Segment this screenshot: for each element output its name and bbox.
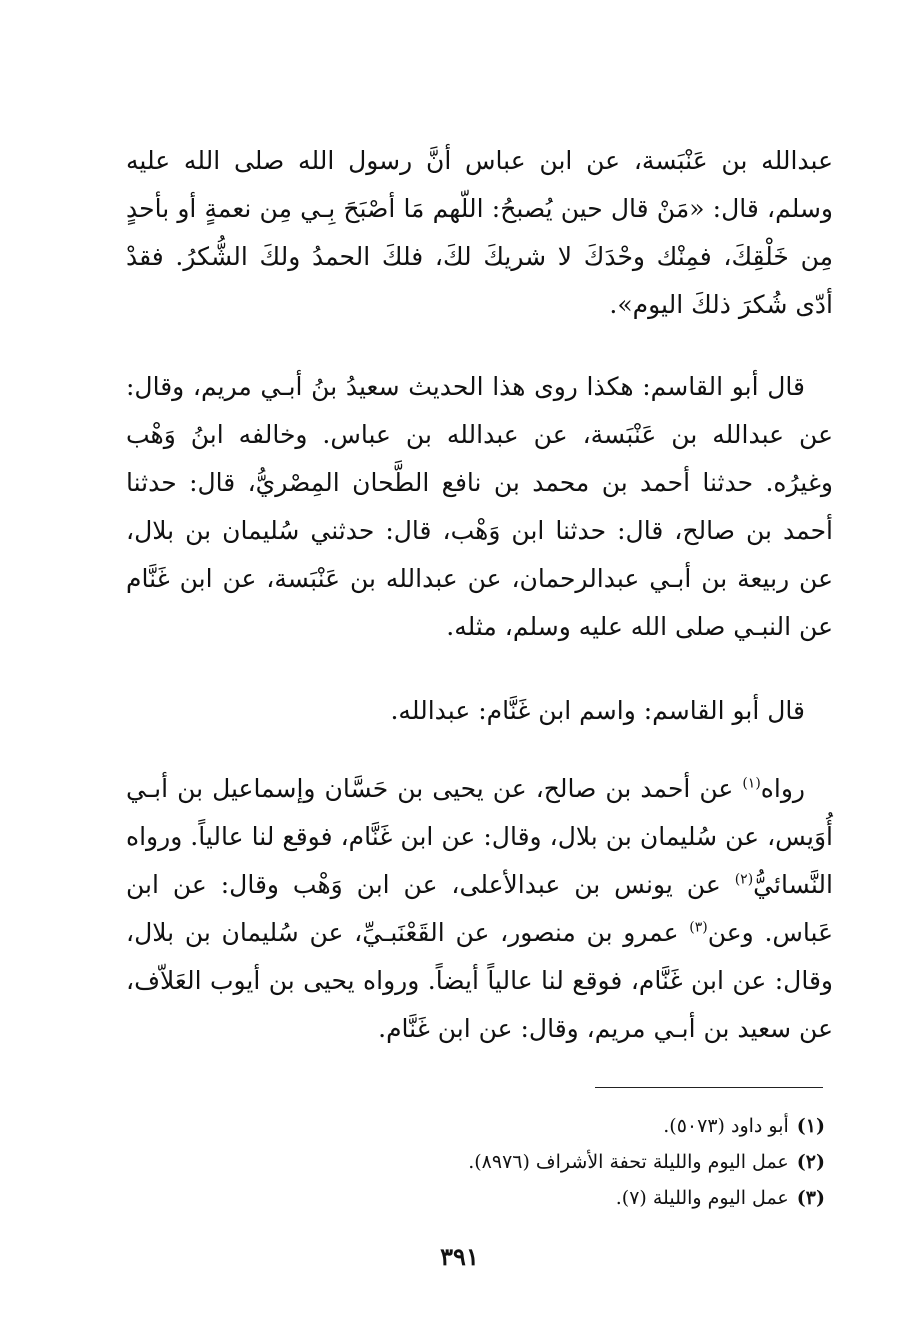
footnote-ref-3: (٣) — [689, 919, 708, 936]
footnote-item — [265, 1108, 825, 1144]
footnote-text: عمل اليوم والليلة (٧). — [615, 1187, 789, 1209]
footnote-item — [265, 1180, 825, 1216]
footnote-ref-2: (٢) — [734, 871, 754, 888]
paragraph-sources — [126, 765, 833, 1053]
footnote-text: عمل اليوم والليلة تحفة الأشراف (٨٩٧٦). — [468, 1151, 789, 1173]
paragraph-segment: رواه — [760, 774, 805, 803]
paragraph-segment: عن أحمد بن صالح، عن يحيى بن حَسَّان وإسماعيل بن أبـي أُوَيس، عن سُليمان بن بلال، وقال: عن ابن غَنَّام، فوقع لنا عالياً. ورواه النَّسائيُّ — [126, 774, 833, 899]
footnote-divider — [595, 1087, 823, 1088]
paragraph-name-note: قال أبو القاسم: واسم ابن غَنَّام: عبدالله. — [390, 696, 805, 725]
footnote-number: (٣) — [796, 1187, 825, 1209]
page-number: ٣٩١ — [440, 1242, 479, 1271]
footnote-ref-1: (١) — [742, 775, 761, 792]
footnote-number: (٢) — [796, 1151, 825, 1173]
paragraph-narration-chain: قال أبو القاسم: هكذا روى هذا الحديث سعيدُ بنُ أبـي مريم، وقال: عن عبدالله بن عَنْبَسة، عن عبدالله بن عباس. وخالفه ابنُ وَهْب وغيرُه. حدثنا أحمد بن محمد بن نافع الطَّحان المِصْريُّ، قال: حدثنا أحمد بن صالح، قال: حدثنا ابن وَهْب، قال: حدثني سُليمان بن بلال، عن ربيعة بن أبـي عبدالرحمان، عن عبدالله بن عَنْبَسة، عن ابن غَنَّام عن النبـي صلى الله عليه وسلم، مثله. — [126, 372, 833, 641]
footnote-item — [265, 1144, 825, 1180]
footnote-text: أبو داود (٥٠٧٣). — [663, 1115, 789, 1137]
footnotes — [265, 1108, 825, 1216]
paragraph-segment: عن يونس بن عبدالأعلى، عن ابن وَهْب وقال: عن ابن عَباس. وعن — [126, 870, 833, 947]
paragraph-segment: عمرو بن منصور، عن القَعْنَبـيِّ، عن سُليمان بن بلال، وقال: عن ابن غَنَّام، فوقع لنا عالياً أيضاً. ورواه يحيى بن أيوب العَلاّف، عن سعيد بن أبـي مريم، وقال: عن ابن غَنَّام. — [126, 918, 833, 1043]
footnote-number: (١) — [796, 1115, 825, 1137]
paragraph-hadith-text: عبدالله بن عَنْبَسة، عن ابن عباس أنَّ رسول الله صلى الله عليه وسلم، قال: «مَنْ قال حين يُصبحُ: اللّهم مَا أصْبَحَ بِـي مِن نعمةٍ أو بأحدٍ مِن خَلْقِكَ، فمِنْك وحْدَكَ لا شريكَ لكَ، فلكَ الحمدُ ولكَ الشُّكرُ. فقدْ أدّى شُكرَ ذلكَ اليوم». — [126, 146, 833, 319]
